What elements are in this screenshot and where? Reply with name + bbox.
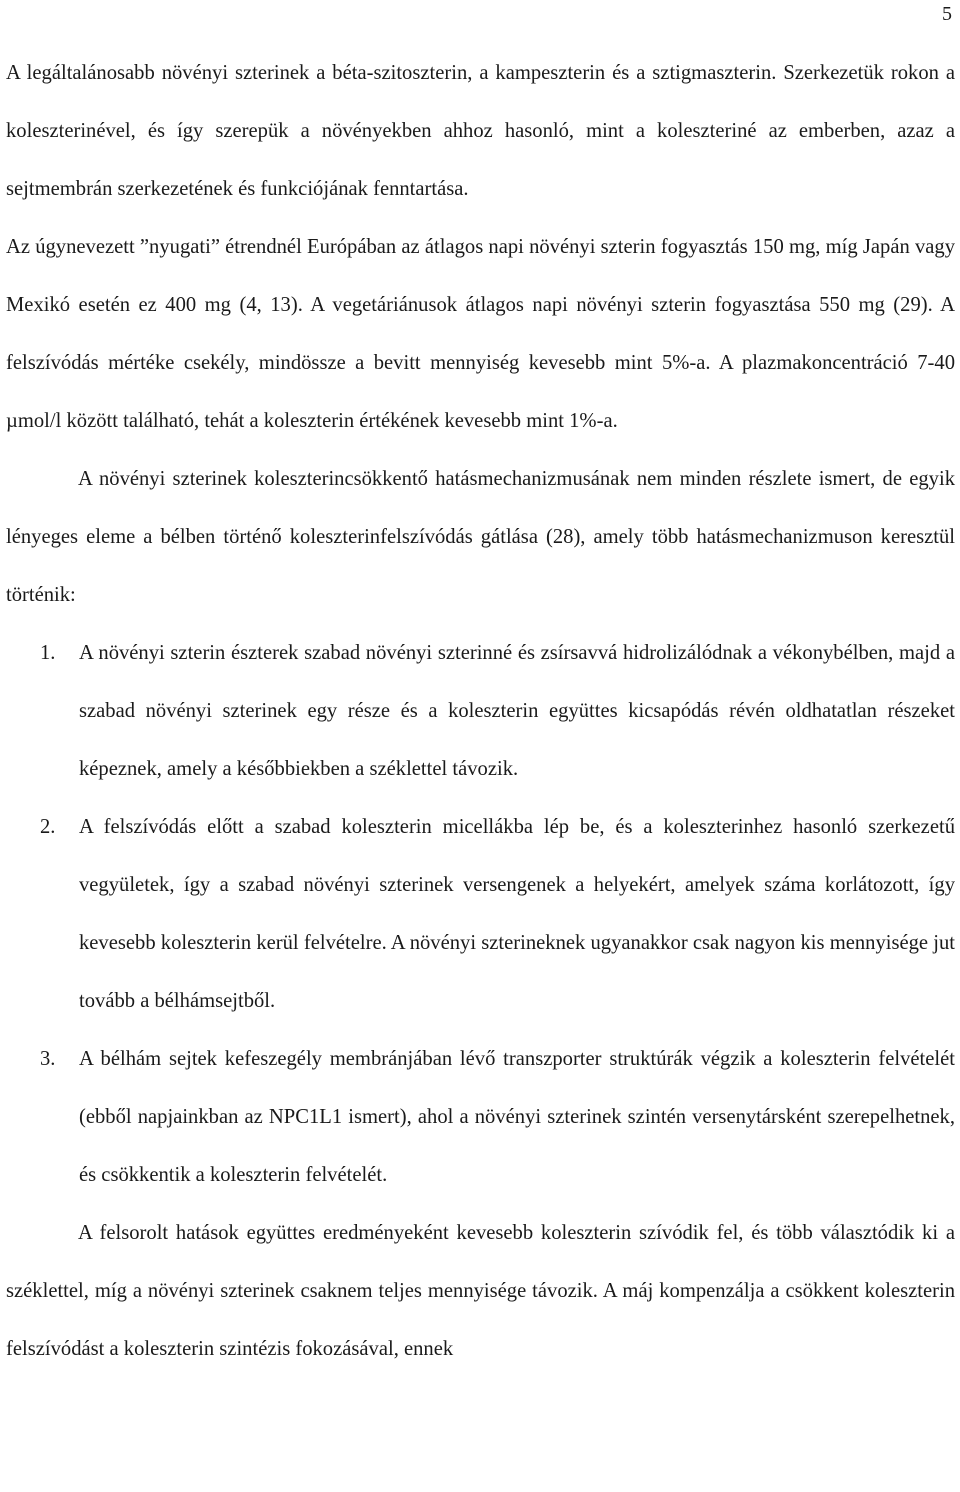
paragraph-3: A növényi szterinek koleszterincsökkentő hatásmechanizmusának nem minden részlete ismert, de egyik lényeges eleme a bélben történő koleszterinfelszívódás gátlása (28), amely több hatásmechanizmuson keresztül történik:: [6, 468, 955, 606]
paragraph-1: A legáltalánosabb növényi szterinek a béta-szitoszterin, a kampeszterin és a sztigmaszterin. Szerkezetük rokon a koleszterinével, és így szerepük a növényekben ahhoz hasonló, mint a koleszteriné az emberben, azaz a sejtmembrán szerkezetének és funkciójának fenntartása.: [6, 62, 955, 200]
body-text: [6, 44, 955, 1378]
list-item-number: 1.: [40, 642, 56, 664]
paragraph-4: A felsorolt hatások együttes eredményeként kevesebb koleszterin szívódik fel, és több választódik ki a széklettel, míg a növényi szterinek csaknem teljes mennyisége távozik. A máj kompenzálja a csökkent koleszterin felszívódást a koleszterin szintézis fokozásával, ennek: [6, 1222, 955, 1360]
list-item-text: A bélhám sejtek kefeszegély membránjában lévő transzporter struktúrák végzik a koleszterin felvételét (ebből napjainkban az NPC1L1 ismert), ahol a növényi szterinek szintén versenytársként szerepelhetnek, és csökkentik a koleszterin felvételét.: [79, 1048, 955, 1186]
list-item-text: A növényi szterin észterek szabad növényi szterinné és zsírsavvá hidrolizálódnak a vékonybélben, majd a szabad növényi szterinek egy része és a koleszterin együttes kicsapódás révén oldhatatlan részeket képeznek, amely a későbbiekben a széklettel távozik.: [79, 642, 955, 780]
paragraph-2: Az úgynevezett ”nyugati” étrendnél Európában az átlagos napi növényi szterin fogyasztás 150 mg, míg Japán vagy Mexikó esetén ez 400 mg (4, 13). A vegetáriánusok átlagos napi növényi szterin fogyasztása 550 mg (29). A felszívódás mértéke csekély, mindössze a bevitt mennyiség kevesebb mint 5%-a. A plazmakoncentráció 7-40 µmol/l között található, tehát a koleszterin értékének kevesebb mint 1%-a.: [6, 236, 955, 432]
mechanism-list: [6, 624, 955, 1204]
list-item-number: 3.: [40, 1048, 56, 1070]
list-item-number: 2.: [40, 816, 56, 838]
list-item: [6, 624, 955, 798]
page-number: 5: [942, 3, 952, 25]
list-item: [6, 798, 955, 1030]
list-item-text: A felszívódás előtt a szabad koleszterin micellákba lép be, és a koleszterinhez hasonló szerkezetű vegyületek, így a szabad növényi szterinek versengenek a helyekért, amelyek száma korlátozott, így kevesebb koleszterin kerül felvételre. A növényi szterineknek ugyanakkor csak nagyon kis mennyisége jut tovább a bélhámsejtből.: [79, 816, 955, 1012]
list-item: [6, 1030, 955, 1204]
